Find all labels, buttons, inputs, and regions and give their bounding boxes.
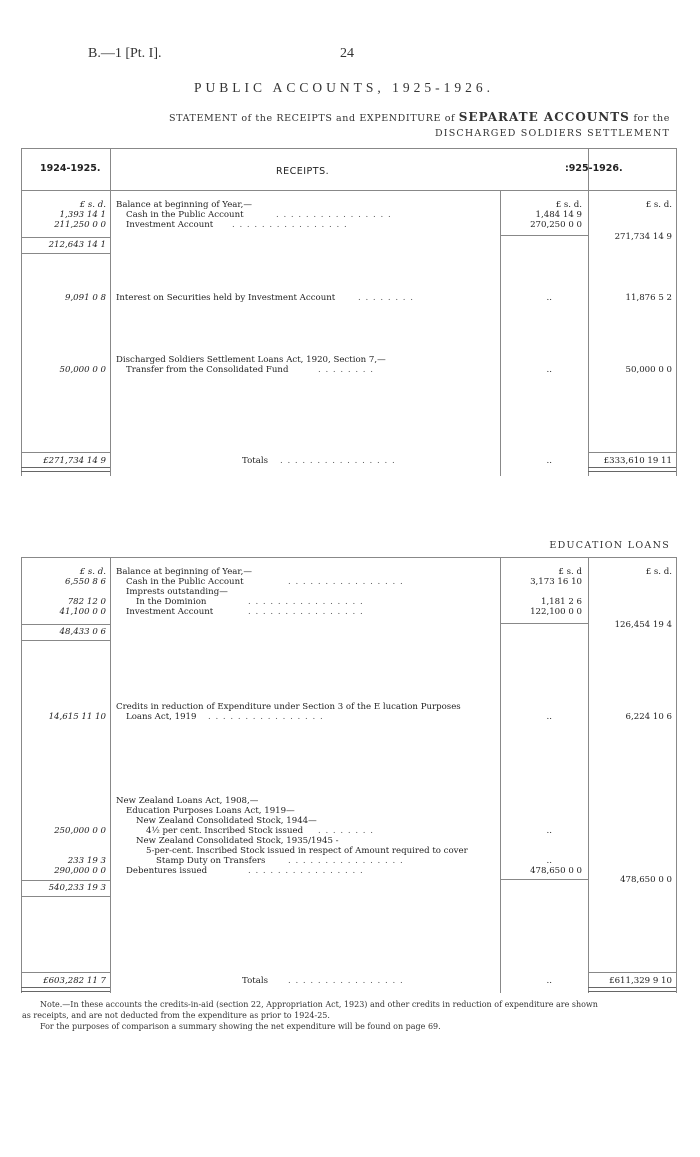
inscribed-stock-4-5-label: 4½ per cent. Inscribed Stock issued: [146, 826, 304, 836]
prev-total-value: £271,734 14 9: [43, 456, 106, 466]
footnote-line-2: as receipts, and are not deducted from the expenditure as prior to 1924-25.: [22, 1011, 330, 1020]
mid-interest-value: ..: [546, 293, 552, 303]
table2-right-border: [676, 557, 677, 993]
column-head-1924-1925: 1924-1925.: [40, 163, 101, 174]
table1-divider-mid: [500, 190, 501, 476]
mid-credits-value: ..: [546, 712, 552, 722]
leader-dots: . . . . . . . .: [318, 365, 374, 375]
leader-dots: . . . . . . . . . . . . . . . .: [248, 866, 364, 876]
column-head-receipts: RECEIPTS.: [276, 166, 330, 177]
table2-divider-right: [588, 557, 589, 993]
table1-prev-total-rule: [21, 452, 110, 453]
right-total-value: £611,329 9 10: [609, 976, 672, 986]
table1-right-border: [676, 148, 677, 476]
lsd-head-prev: £ s. d.: [79, 567, 106, 577]
mid-total-value: ..: [546, 976, 552, 986]
table1-prev-total-double-rule: [21, 467, 110, 472]
leader-dots: . . . . . . . . . . . . . . . .: [280, 456, 396, 466]
account-name-education-loans: EDUCATION LOANS: [549, 540, 670, 551]
mid-investment-value: 270,250 0 0: [530, 220, 582, 230]
mid-loans-value: ..: [546, 365, 552, 375]
table1-header-rule: [21, 190, 676, 191]
loans-act-label: Discharged Soldiers Settlement Loans Act, 1920, Section 7,—: [116, 355, 386, 365]
table1-left-border: [21, 148, 22, 476]
page-number: 24: [340, 46, 354, 61]
mid-cash-value: 3,173 16 10: [530, 577, 582, 587]
mid-stock-1944-value: ..: [546, 826, 552, 836]
table2-prev-nz-rule2: [21, 896, 110, 897]
mid-total-value: ..: [546, 456, 552, 466]
table1-top-rule: [21, 148, 676, 149]
table2-right-total-rule: [588, 972, 676, 973]
table2-prev-subtotal-rule: [21, 624, 110, 625]
right-balance-value: 271,734 14 9: [614, 232, 672, 242]
prev-stamp-duty-value: 233 19 3: [67, 856, 106, 866]
education-purposes-act-label: Education Purposes Loans Act, 1919—: [126, 806, 295, 816]
prev-dominion-value: 782 12 0: [67, 597, 106, 607]
leader-dots: . . . . . . . . . . . . . . . .: [232, 220, 348, 230]
leader-dots: . . . . . . . .: [358, 293, 414, 303]
subtitle-bold: SEPARATE ACCOUNTS: [458, 110, 630, 124]
subtitle-pre: STATEMENT of the RECEIPTS and EXPENDITURE of: [169, 113, 456, 124]
prev-loans-value: 50,000 0 0: [59, 365, 106, 375]
prev-total-value: £603,282 11 7: [43, 976, 106, 986]
footnote-line-3: For the purposes of comparison a summary showing the net expenditure will be found on page 69.: [40, 1022, 441, 1031]
prev-stock-1944-value: 250,000 0 0: [54, 826, 106, 836]
mid-debentures-value: 478,650 0 0: [530, 866, 582, 876]
leader-dots: . . . . . . . . . . . . . . . .: [276, 210, 392, 220]
balance-heading: Balance at beginning of Year,—: [116, 567, 252, 577]
mid-stamp-duty-value: ..: [546, 856, 552, 866]
table2-left-border: [21, 557, 22, 993]
right-loans-value: 50,000 0 0: [625, 365, 672, 375]
stamp-duty-label: Stamp Duty on Transfers: [156, 856, 266, 866]
lsd-head-mid: £ s. d.: [555, 200, 582, 210]
consolidated-stock-1944-label: New Zealand Consolidated Stock, 1944—: [136, 816, 317, 826]
cash-public-account-label: Cash in the Public Account: [126, 577, 244, 587]
lsd-head-right: £ s. d.: [645, 200, 672, 210]
document-reference: B.—1 [Pt. I].: [88, 46, 162, 61]
table2-divider-prev: [110, 557, 111, 993]
totals-label: Totals: [242, 456, 268, 466]
transfer-consolidated-fund-label: Transfer from the Consolidated Fund: [126, 365, 289, 375]
prev-cash-value: 6,550 8 6: [64, 577, 106, 587]
lsd-head-right: £ s. d.: [645, 567, 672, 577]
prev-balance-subtotal: 212,643 14 1: [48, 240, 106, 250]
mid-cash-value: 1,484 14 9: [535, 210, 582, 220]
investment-account-label: Investment Account: [126, 607, 214, 617]
consolidated-stock-1935-label: New Zealand Consolidated Stock, 1935/1945 -: [136, 836, 339, 846]
prev-credits-value: 14,615 11 10: [48, 712, 106, 722]
page-title: PUBLIC ACCOUNTS, 1925-1926.: [194, 80, 495, 95]
right-nz-value: 478,650 0 0: [620, 875, 672, 885]
interest-label: Interest on Securities held by Investment Account: [116, 293, 336, 303]
prev-debentures-value: 290,000 0 0: [54, 866, 106, 876]
investment-account-label: Investment Account: [126, 220, 214, 230]
table1-prev-subtotal-rule: [21, 237, 110, 238]
balance-heading: Balance at beginning of Year,—: [116, 200, 252, 210]
table1-right-total-rule: [588, 452, 676, 453]
statement-subtitle: [169, 110, 670, 124]
column-head-1925-1926: :925-1926.: [565, 163, 623, 174]
leader-dots: . . . . . . . . . . . . . . . .: [288, 856, 404, 866]
cash-public-account-label: Cash in the Public Account: [126, 210, 244, 220]
leader-dots: . . . . . . . . . . . . . . . .: [248, 607, 364, 617]
table1-prev-subtotal-rule2: [21, 253, 110, 254]
imprests-outstanding-label: Imprests outstanding—: [126, 587, 228, 597]
table2-prev-total-double-rule: [21, 987, 110, 992]
credits-reduction-label: Credits in reduction of Expenditure under Section 3 of the E lucation Purposes: [116, 702, 461, 712]
table2-prev-nz-rule: [21, 880, 110, 881]
table2-prev-subtotal-rule2: [21, 640, 110, 641]
prev-investment-value: 211,250 0 0: [54, 220, 106, 230]
table1-mid-subtotal-rule: [500, 235, 588, 236]
table2-top-rule: [21, 557, 676, 558]
lsd-head-mid: £ s. d: [558, 567, 582, 577]
table1-divider-right: [588, 148, 589, 476]
right-balance-value: 126,454 19 4: [614, 620, 672, 630]
credits-loans-act-label: Loans Act, 1919: [126, 712, 197, 722]
table2-mid-nz-rule: [500, 879, 588, 880]
leader-dots: . . . . . . . . . . . . . . . .: [208, 712, 324, 722]
table2-mid-subtotal-rule: [500, 623, 588, 624]
footnote-line-1: Note.—In these accounts the credits-in-aid (section 22, Appropriation Act, 1923) and other credits in reduction of expenditure are shown: [40, 1000, 598, 1009]
table2-right-total-double-rule: [588, 987, 676, 992]
leader-dots: . . . . . . . .: [318, 826, 374, 836]
right-credits-value: 6,224 10 6: [625, 712, 672, 722]
totals-label: Totals: [242, 976, 268, 986]
in-the-dominion-label: In the Dominion: [136, 597, 207, 607]
leader-dots: . . . . . . . . . . . . . . . .: [248, 597, 364, 607]
prev-nz-subtotal: 540,233 19 3: [48, 883, 106, 893]
debentures-issued-label: Debentures issued: [126, 866, 208, 876]
prev-interest-value: 9,091 0 8: [64, 293, 106, 303]
mid-investment-value: 122,100 0 0: [530, 607, 582, 617]
mid-dominion-value: 1,181 2 6: [540, 597, 582, 607]
leader-dots: . . . . . . . . . . . . . . . .: [288, 577, 404, 587]
subtitle-post: for the: [633, 113, 670, 124]
table1-divider-prev: [110, 148, 111, 476]
prev-cash-value: 1,393 14 1: [59, 210, 106, 220]
inscribed-stock-5-label: 5-per-cent. Inscribed Stock issued in respect of Amount required to cover: [146, 846, 468, 856]
nz-loans-act-label: New Zealand Loans Act, 1908,—: [116, 796, 259, 806]
table1-right-total-double-rule: [588, 467, 676, 472]
lsd-head-prev: £ s. d.: [79, 200, 106, 210]
table2-prev-total-rule: [21, 972, 110, 973]
account-name-discharged-soldiers: DISCHARGED SOLDIERS SETTLEMENT: [434, 128, 670, 139]
prev-balance-subtotal: 48,433 0 6: [59, 627, 106, 637]
right-total-value: £333,610 19 11: [603, 456, 672, 466]
right-interest-value: 11,876 5 2: [625, 293, 672, 303]
prev-investment-value: 41,100 0 0: [59, 607, 106, 617]
leader-dots: . . . . . . . . . . . . . . . .: [288, 976, 404, 986]
